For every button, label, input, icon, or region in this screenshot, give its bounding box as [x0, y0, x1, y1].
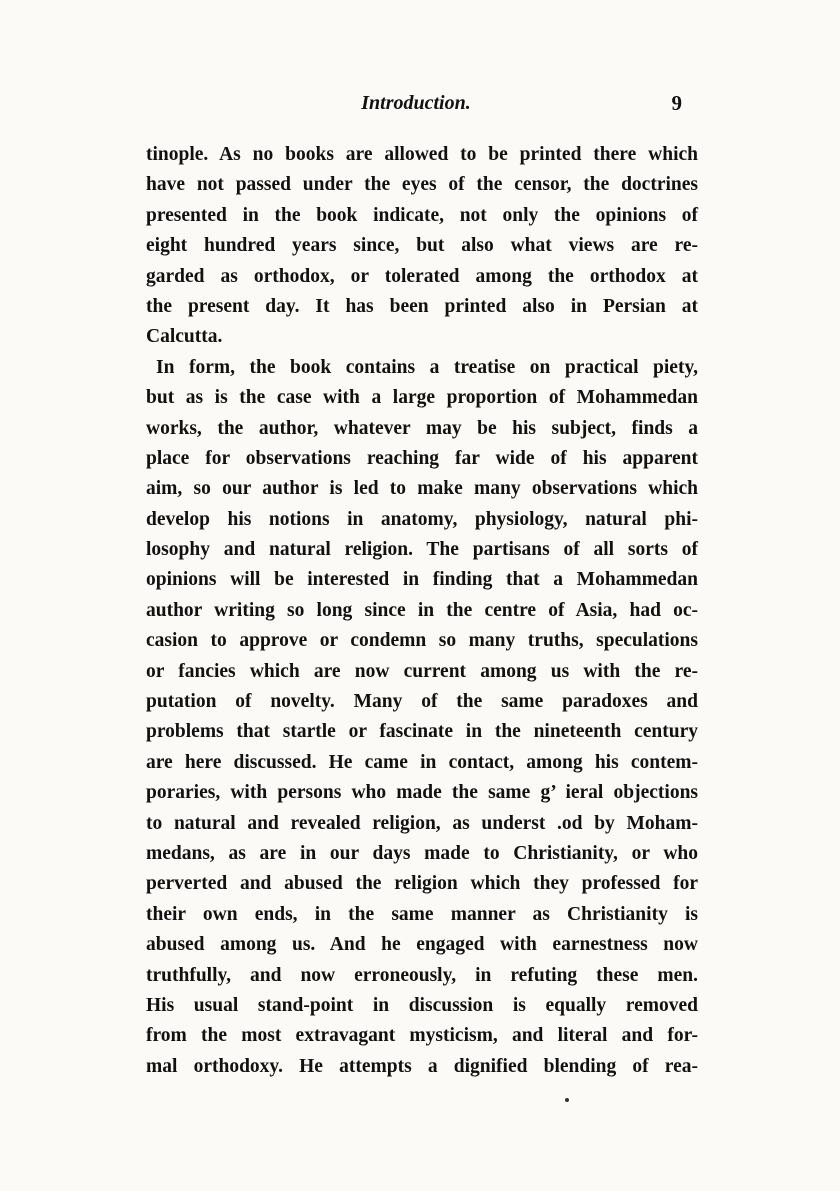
text-line: In form, the book contains a treatise on practical piety, [156, 356, 698, 378]
text-line: works, the author, whatever may be his subject, finds a [146, 417, 698, 439]
text-line: perverted and abused the religion which they professed for [146, 873, 698, 895]
text-line: mal orthodoxy. He attempts a dignified blending of rea- [146, 1055, 698, 1077]
text-line: His usual stand-point in discussion is equally removed [146, 994, 698, 1016]
text-line: abused among us. And he engaged with earnestness now [146, 934, 698, 956]
text-line: are here discussed. He came in contact, among his contem- [146, 751, 698, 773]
running-head [146, 88, 686, 118]
ink-speck [565, 1098, 569, 1102]
text-line: opinions will be interested in finding that a Mohammedan [146, 569, 698, 591]
paragraph [146, 140, 698, 353]
text-line: develop his notions in anatomy, physiology, natural phi- [146, 508, 698, 530]
text-line: losophy and natural religion. The partisans of all sorts of [146, 539, 698, 561]
text-line: the present day. It has been printed also in Persian at [146, 295, 698, 317]
text-line: presented in the book indicate, not only the opinions of [146, 204, 698, 226]
text-line: or fancies which are now current among us with the re- [146, 660, 698, 682]
text-line: garded as orthodox, or tolerated among the orthodox at [146, 265, 698, 287]
text-line: eight hundred years since, but also what views are re- [146, 235, 698, 257]
text-line: to natural and revealed religion, as underst .od by Moham- [146, 812, 698, 834]
text-line: putation of novelty. Many of the same paradoxes and [146, 691, 698, 713]
text-line: place for observations reaching far wide of his apparent [146, 447, 698, 469]
text-line: tinople. As no books are allowed to be printed there which [146, 144, 698, 165]
paragraph [146, 353, 698, 1082]
text-line: from the most extravagant mysticism, and literal and for- [146, 1025, 698, 1047]
text-line: but as is the case with a large proportion of Mohammedan [146, 387, 698, 409]
text-line: poraries, with persons who made the same g’ ieral objections [146, 782, 698, 804]
text-line: casion to approve or condemn so many truths, speculations [146, 630, 698, 652]
text-line: Calcutta. [146, 326, 223, 348]
text-line: problems that startle or fascinate in the nineteenth century [146, 721, 698, 743]
running-title: Introduction. [361, 92, 471, 114]
text-line: their own ends, in the same manner as Christianity is [146, 903, 698, 925]
body-text [146, 140, 698, 1082]
text-line: truthfully, and now erroneously, in refuting these men. [146, 964, 698, 986]
text-line: have not passed under the eyes of the censor, the doctrines [146, 174, 698, 196]
text-line: aim, so our author is led to make many observations which [146, 478, 698, 500]
text-line: medans, as are in our days made to Christianity, or who [146, 842, 698, 864]
text-line: author writing so long since in the centre of Asia, had oc- [146, 599, 698, 621]
page-number: 9 [671, 91, 682, 115]
